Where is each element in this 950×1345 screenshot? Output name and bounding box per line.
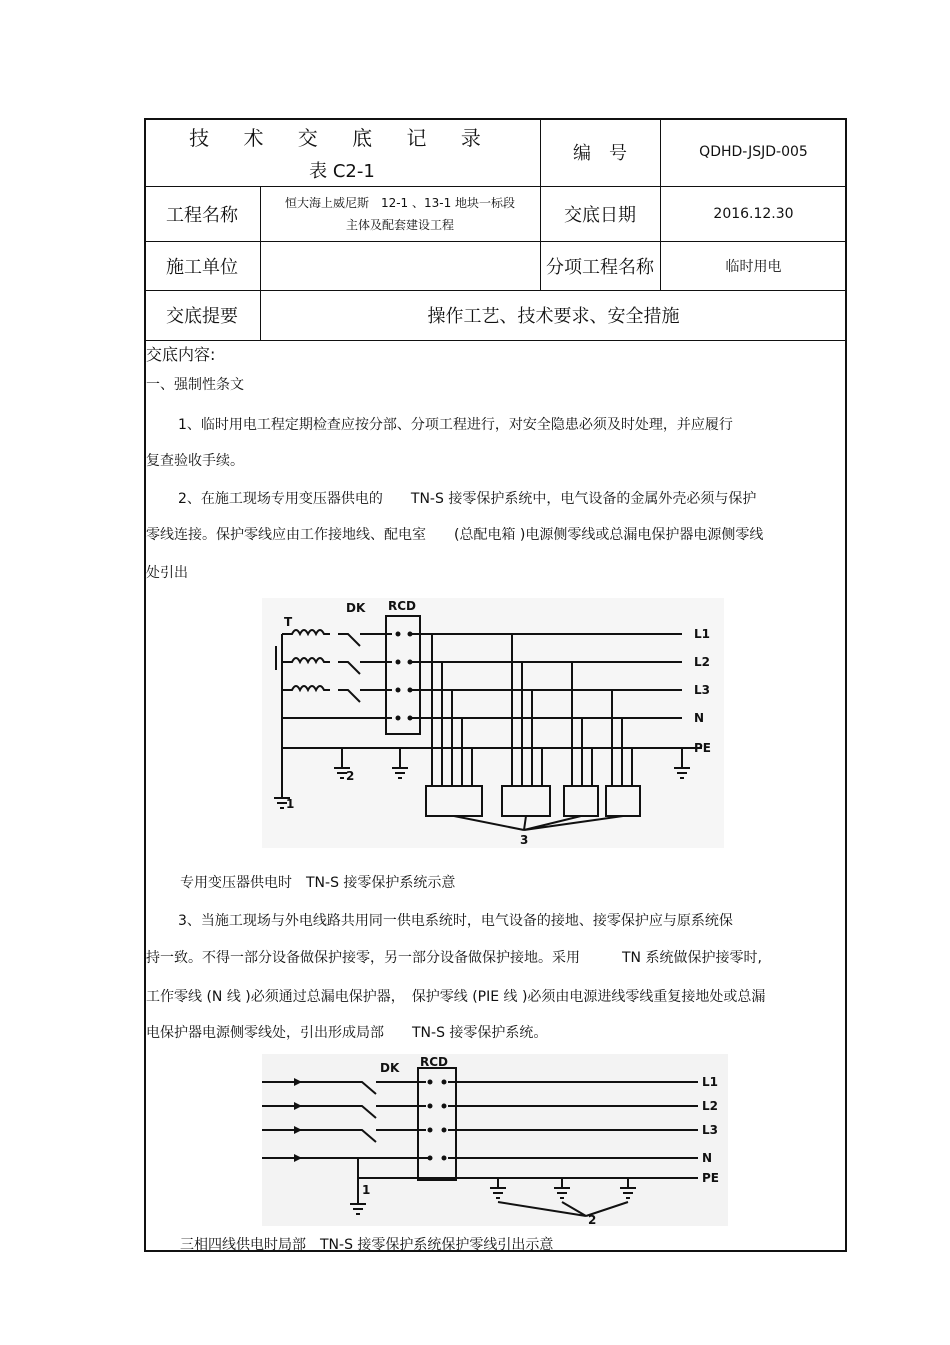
paragraph-line: 3、当施工现场与外电线路共用同一供电系统时，电气设备的接地、接零保护应与原系统保 [178, 913, 733, 929]
paragraph-line: 处引出 [146, 565, 188, 581]
label-l1: L1 [702, 1075, 718, 1089]
label-n: N [694, 711, 705, 725]
contractor-label: 施工单位 [166, 256, 238, 278]
paragraph-line: 1、临时用电工程定期检查应按分部、分项工程进行，对安全隐患必须及时处理，并应履行 [178, 417, 733, 433]
row-divider [144, 340, 847, 341]
number-label: 编 号 [573, 143, 627, 164]
label-1: 1 [286, 797, 295, 811]
paragraph-line: 电保护器电源侧零线处，引出形成局部 TN-S 接零保护系统。 [146, 1025, 548, 1041]
header-title-block [144, 118, 540, 186]
contractor-value [260, 241, 540, 290]
diagram2-caption: 三相四线供电时局部 TN-S 接零保护系统保护零线引出示意 [180, 1237, 554, 1253]
label-n: N [702, 1151, 713, 1165]
label-dk: DK [346, 601, 366, 615]
label-2: 2 [588, 1213, 597, 1226]
project-name-line: 恒大海上威尼斯 12-1 、13-1 地块一标段 [284, 195, 516, 210]
paragraph-line: 零线连接。保护零线应由工作接地线、配电室 (总配电箱 )电源侧零线或总漏电保护器电源侧零线 [146, 527, 764, 543]
label-l2: L2 [694, 655, 710, 669]
label-rcd: RCD [388, 599, 417, 613]
label-3: 3 [520, 833, 529, 847]
label-pe: PE [694, 741, 711, 755]
form-number: 表 C2-1 [309, 160, 375, 182]
label-l2: L2 [702, 1099, 718, 1113]
subproject-value: 临时用电 [725, 258, 782, 275]
label-l3: L3 [702, 1123, 718, 1137]
paragraph-line: 持一致。不得一部分设备做保护接零，另一部分设备做保护接地。采用 TN 系统做保护接零时, [146, 950, 762, 966]
label-l3: L3 [694, 683, 710, 697]
project-name-label: 工程名称 [166, 204, 238, 226]
section-heading: 一、强制性条文 [146, 377, 244, 393]
tn-s-diagram-local-three-phase [262, 1054, 728, 1226]
paragraph-line: 2、在施工现场专用变压器供电的 TN-S 接零保护系统中，电气设备的金属外壳必须与保护 [178, 491, 757, 507]
label-l1: L1 [694, 627, 710, 641]
label-dk: DK [380, 1061, 400, 1075]
project-name-value [260, 186, 540, 241]
label-2: 2 [346, 769, 355, 783]
label-t: T [284, 615, 293, 629]
label-pe: PE [702, 1171, 719, 1185]
date-value: 2016.12.30 [713, 205, 794, 222]
summary-value: 操作工艺、技术要求、安全措施 [427, 306, 680, 327]
project-name-line: 主体及配套建设工程 [345, 217, 454, 232]
diagram1-caption: 专用变压器供电时 TN-S 接零保护系统示意 [180, 875, 456, 891]
paragraph-line: 复查验收手续。 [146, 453, 244, 469]
content-heading: 交底内容: [146, 345, 216, 364]
subproject-label: 分项工程名称 [546, 256, 654, 278]
tn-s-diagram-dedicated-transformer [262, 598, 724, 848]
date-label: 交底日期 [564, 204, 636, 226]
number-value: QDHD-JSJD-005 [699, 144, 808, 160]
paragraph-line: 工作零线 (N 线 )必须通过总漏电保护器， 保护零线 (PIE 线 )必须由电源进线零线重复接地处或总漏 [146, 989, 766, 1005]
label-rcd: RCD [420, 1055, 449, 1069]
summary-label: 交底提要 [166, 306, 238, 327]
document-title: 技 术 交 底 记 录 [189, 125, 495, 150]
label-1: 1 [362, 1183, 371, 1197]
